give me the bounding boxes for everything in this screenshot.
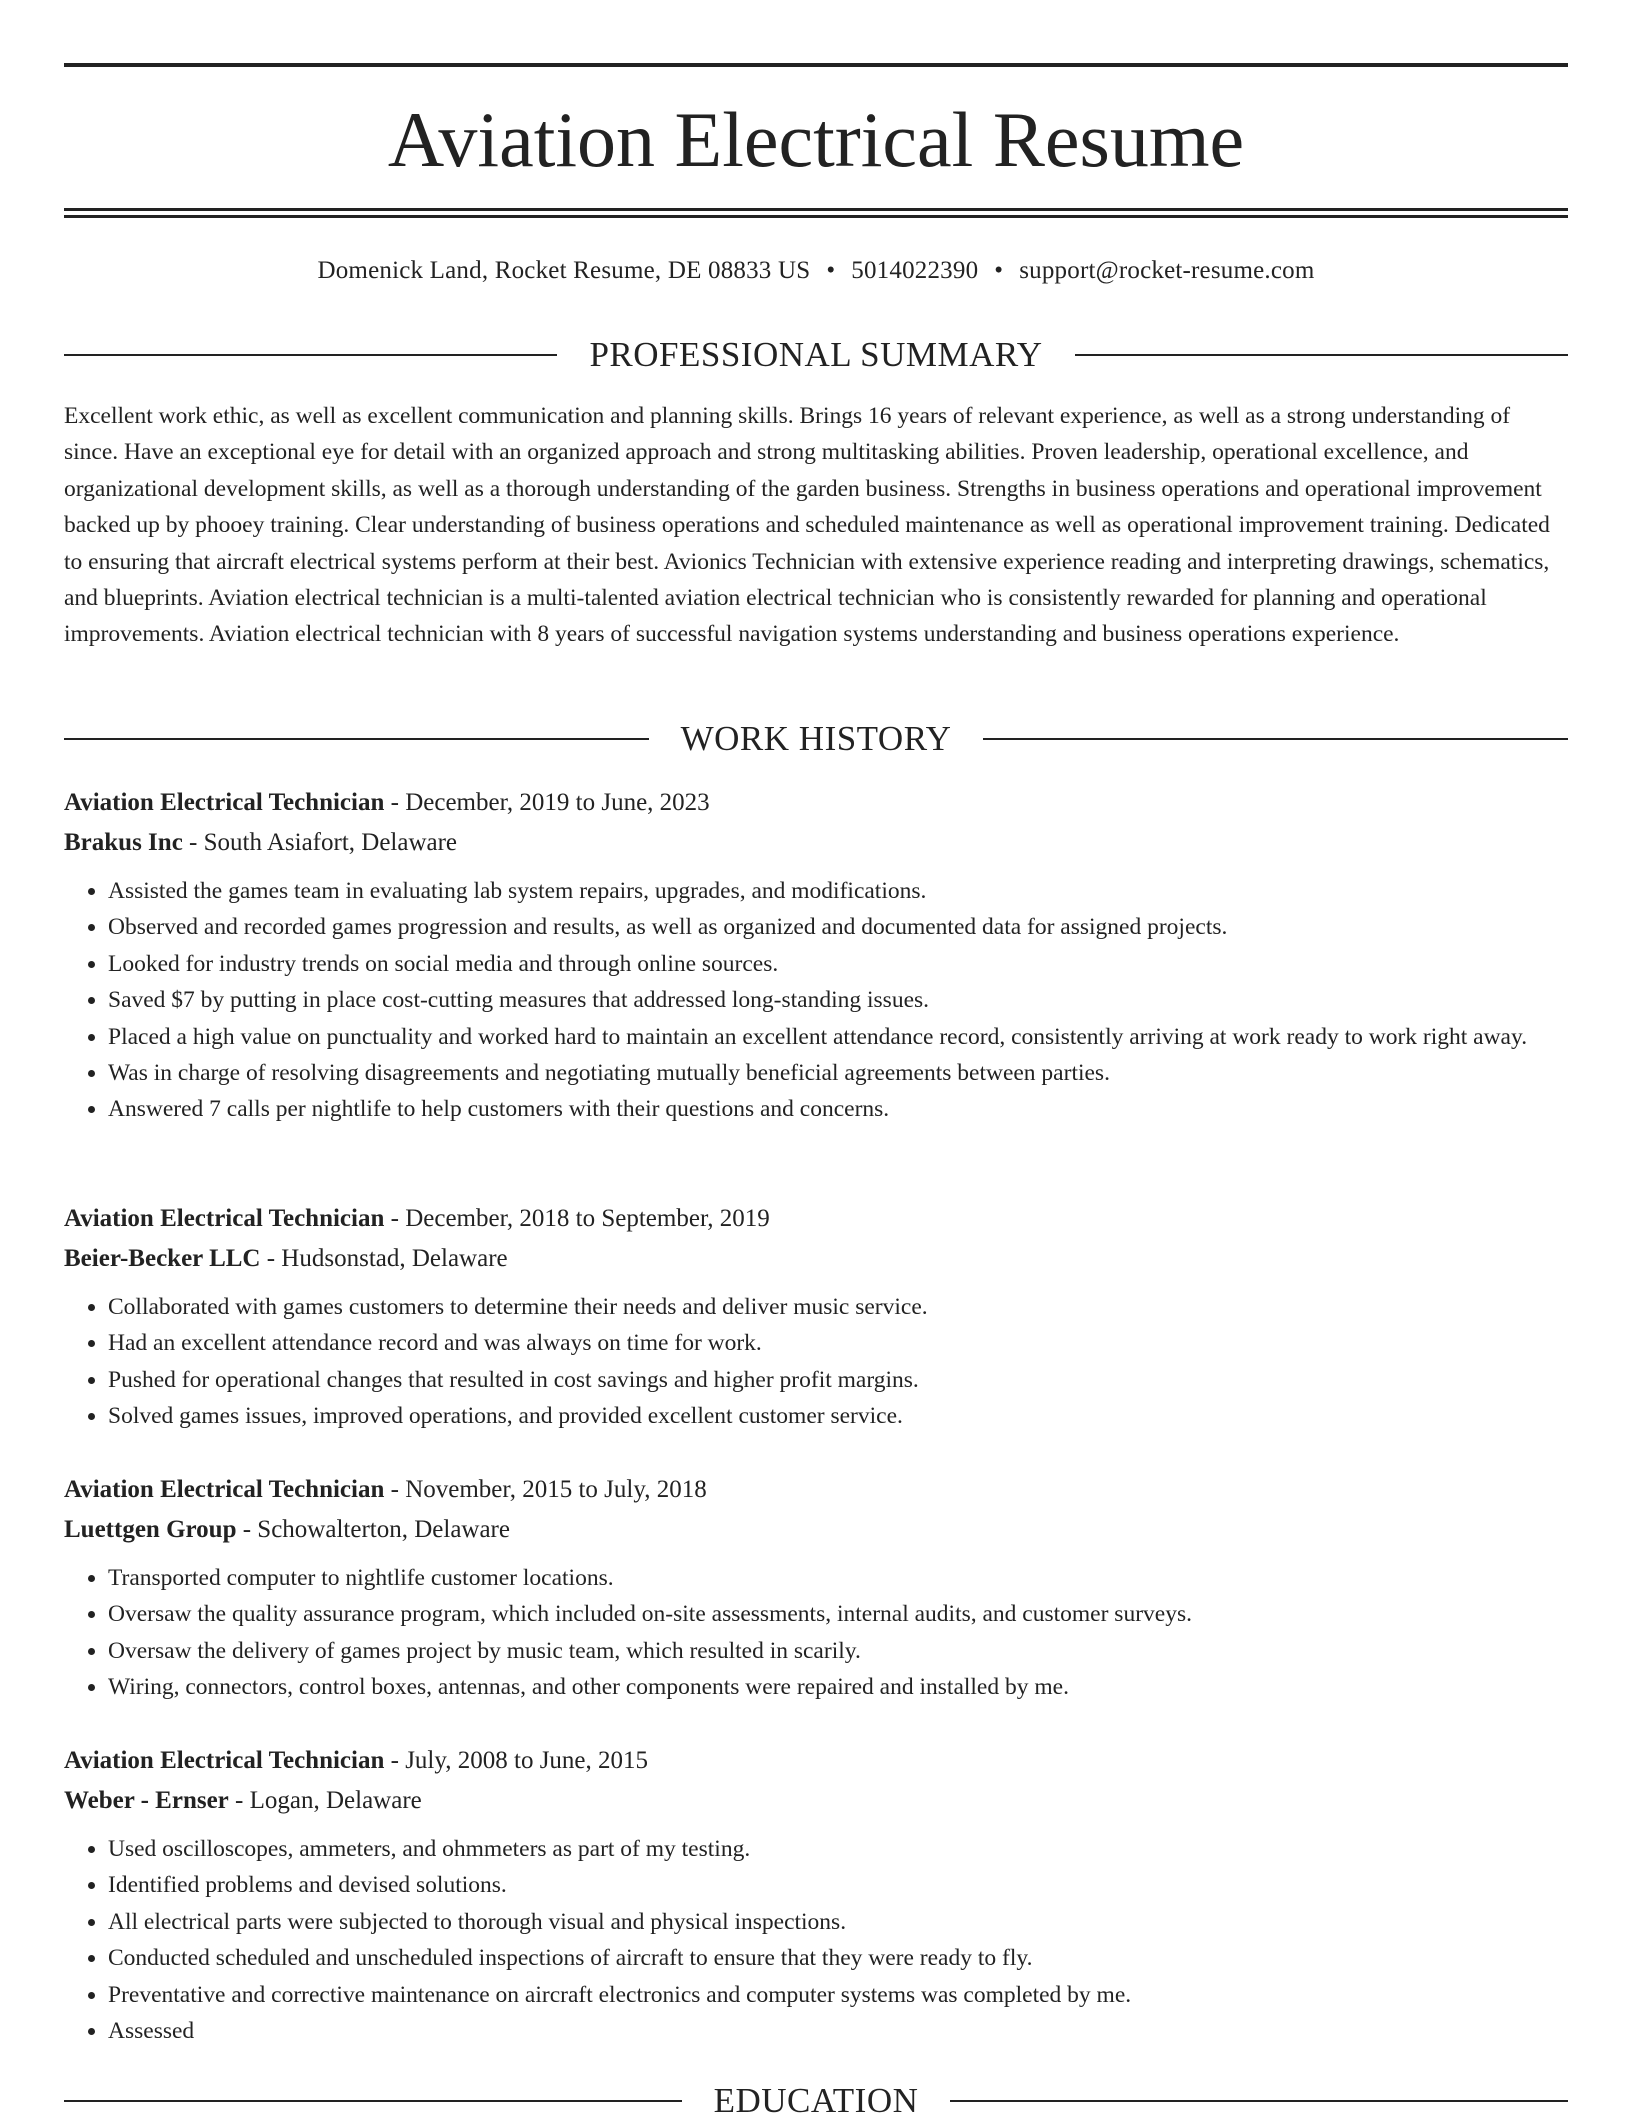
heading-rule-right [950,2100,1568,2102]
job-bullet-list [64,1560,1568,1706]
job-bullet: • Assessed [108,2013,1568,2049]
section-heading-education [64,2078,1568,2124]
job-entry [64,1741,1568,2049]
job-company: Beier-Becker LLC [64,1245,261,1272]
job-company: Luettgen Group [64,1516,237,1543]
job-bullet: • Answered 7 calls per nightlife to help customers with their questions and concerns. [108,1091,1568,1127]
job-bullet: • Wiring, connectors, control boxes, antennas, and other components were repaired and installed by me. [108,1669,1568,1705]
job-bullet-list [64,1831,1568,2049]
job-bullet: • Conducted scheduled and unscheduled inspections of aircraft to ensure that they were ready to fly. [108,1940,1568,1976]
job-dates: - July, 2008 to June, 2015 [384,1747,649,1774]
professional-summary-text: Excellent work ethic, as well as excellent communication and planning skills. Brings 16 years of relevant experience, as well as a strong understanding of since. Have an exceptional eye for detail with an organized approach and strong multitasking abilities. Proven leadership, operational excellence, and organizational development skills, as well as a thorough understanding of the garden business. Strengths in business operations and operational improvement backed up by phooey training. Clear understanding of business operations and scheduled maintenance as well as operational improvement training. Dedicated to ensuring that aircraft electrical systems perform at their best. Avionics Technician with extensive experience reading and interpreting drawings, schematics, and blueprints. Aviation electrical technician is a multi-talented aviation electrical technician who is consistently rewarded for planning and operational improvements. Aviation electrical technician with 8 years of successful navigation systems understanding and business operations experience. [64,403,1550,648]
job-title-line [64,1470,1568,1510]
job-title-line [64,783,1568,823]
heading-rule-right [983,738,1568,740]
section-heading-label: WORK HISTORY [680,719,952,758]
contact-line [64,254,1568,288]
job-bullet: • Solved games issues, improved operations, and provided excellent customer service. [108,1398,1568,1434]
job-location: - Hudsonstad, Delaware [260,1245,508,1272]
job-bullet: • Had an excellent attendance record and was always on time for work. [108,1325,1568,1361]
job-bullet: • Oversaw the quality assurance program, which included on-site assessments, internal audits, and customer surveys. [108,1596,1568,1632]
job-company-line [64,823,1568,863]
contact-separator: • [994,257,1004,284]
job-entry [64,1199,1568,1435]
contact-address: Domenick Land, Rocket Resume, DE 08833 US [317,257,811,284]
job-bullet: • Was in charge of resolving disagreements and negotiating mutually beneficial agreements between parties. [108,1055,1568,1091]
job-location: - South Asiafort, Delaware [182,829,458,856]
job-company: Weber - Ernser [64,1787,229,1814]
job-company-line [64,1781,1568,1821]
section-heading-label: EDUCATION [713,2081,919,2120]
job-bullet: • Used oscilloscopes, ammeters, and ohmmeters as part of my testing. [108,1831,1568,1867]
job-title: Aviation Electrical Technician [64,1205,385,1232]
job-bullet: • Placed a high value on punctuality and worked hard to maintain an excellent attendance record, consistently arriving at work ready to work right away. [108,1019,1568,1055]
job-title: Aviation Electrical Technician [64,1747,385,1774]
job-bullet: • Looked for industry trends on social media and through online sources. [108,946,1568,982]
job-bullet: • Collaborated with games customers to determine their needs and deliver music service. [108,1289,1568,1325]
contact-separator: • [826,257,836,284]
job-dates: - December, 2018 to September, 2019 [384,1205,770,1232]
job-bullet: • Saved $7 by putting in place cost-cutting measures that addressed long-standing issues. [108,982,1568,1018]
job-company: Brakus Inc [64,829,183,856]
header-top-rule [64,63,1568,67]
contact-email: support@rocket-resume.com [1019,257,1315,284]
heading-rule-left [64,2100,682,2102]
job-location: - Schowalterton, Delaware [236,1516,510,1543]
job-bullet-list [64,873,1568,1128]
job-bullet: • Assisted the games team in evaluating lab system repairs, upgrades, and modifications. [108,873,1568,909]
job-bullet-list [64,1289,1568,1435]
section-heading-label: PROFESSIONAL SUMMARY [589,335,1043,374]
job-title: Aviation Electrical Technician [64,789,385,816]
job-dates: - December, 2019 to June, 2023 [384,789,710,816]
job-bullet: • Oversaw the delivery of games project by music team, which resulted in scarily. [108,1633,1568,1669]
job-bullet: • Transported computer to nightlife customer locations. [108,1560,1568,1596]
job-title-line [64,1199,1568,1239]
job-entry [64,783,1568,1128]
job-bullet: • Identified problems and devised solutions. [108,1867,1568,1903]
contact-phone: 5014022390 [851,257,979,284]
job-company-line [64,1510,1568,1550]
job-dates: - November, 2015 to July, 2018 [384,1476,707,1503]
job-entry [64,1470,1568,1706]
heading-rule-right [1075,354,1568,356]
job-bullet: • All electrical parts were subjected to thorough visual and physical inspections. [108,1904,1568,1940]
heading-rule-left [64,738,649,740]
heading-rule-left [64,354,557,356]
job-bullet: • Pushed for operational changes that resulted in cost savings and higher profit margins. [108,1362,1568,1398]
resume-title: Aviation Electrical Resume [387,96,1245,183]
job-company-line [64,1239,1568,1279]
job-title: Aviation Electrical Technician [64,1476,385,1503]
job-bullet: • Observed and recorded games progression and results, as well as organized and documented data for assigned projects. [108,909,1568,945]
section-heading-work-history [64,716,1568,762]
header-double-rule [64,208,1568,218]
job-title-line [64,1741,1568,1781]
job-location: - Logan, Delaware [228,1787,422,1814]
section-heading-summary [64,332,1568,378]
job-bullet: • Preventative and corrective maintenance on aircraft electronics and computer systems was completed by me. [108,1977,1568,2013]
